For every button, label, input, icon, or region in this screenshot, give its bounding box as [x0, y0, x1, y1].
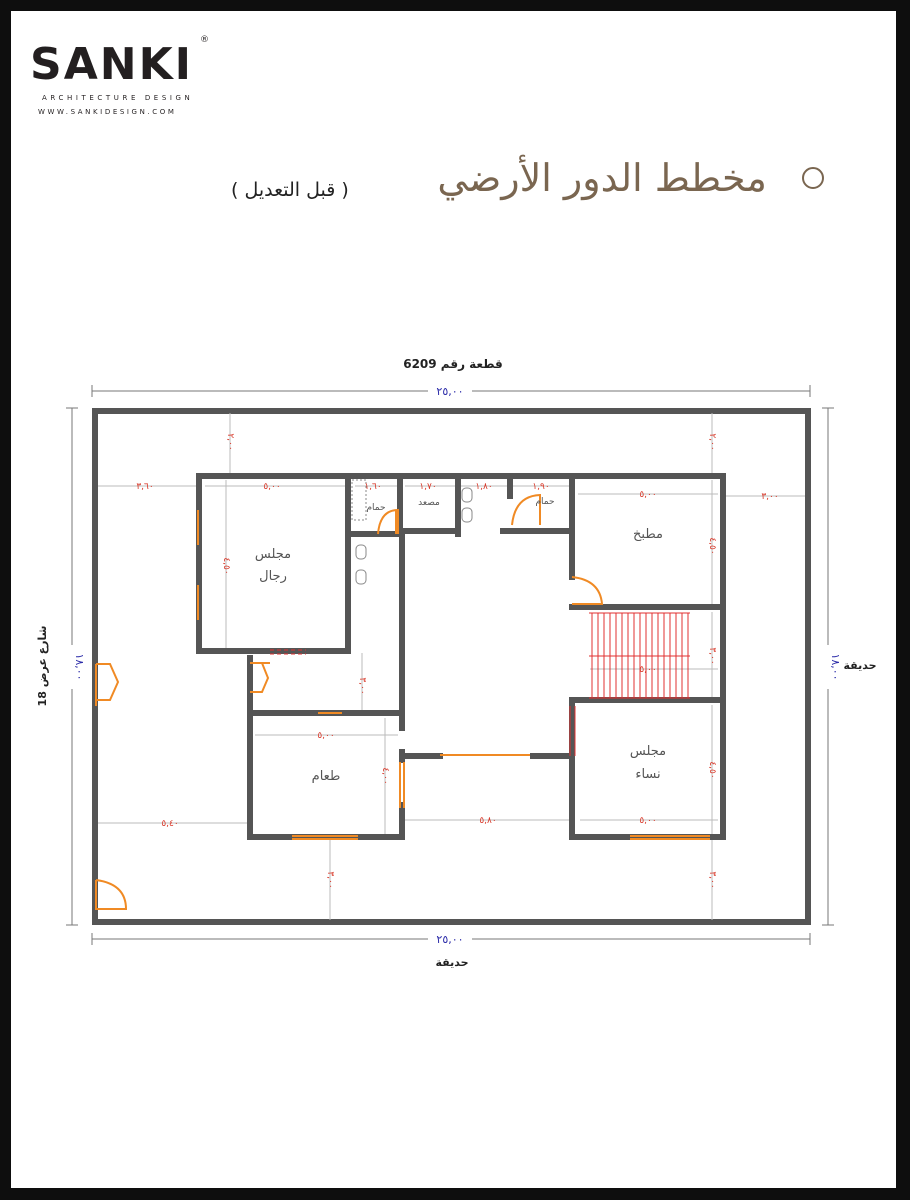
- registered-mark: ®: [200, 35, 209, 45]
- dim-dining-width: ٥,٠٠: [317, 731, 335, 741]
- bottom-side-label: حديقة: [435, 956, 469, 969]
- room-label-men-majlis-line2: رجال: [259, 569, 287, 584]
- dim-setback-left-bottom: ٥,٤٠: [161, 819, 179, 829]
- room-label-men-majlis-line1: مجلس: [254, 547, 292, 562]
- drawing-sheet: [11, 11, 896, 1188]
- dim-dining-height: ٤,٠٠: [380, 767, 390, 785]
- dim-setback-right: ٣,٠٠: [761, 492, 779, 502]
- overall-depth-right-label: ١٨,٠٠: [829, 653, 842, 681]
- dim-bath2-width: ١,٩٠: [532, 482, 550, 492]
- logo-wordmark: SANKI: [30, 39, 194, 90]
- overall-depth-dimension-right: [821, 408, 842, 925]
- overall-width-dimension-bottom: [92, 932, 810, 946]
- overall-width-bottom-label: ٢٥,٠٠: [436, 933, 464, 946]
- dim-setback-top-left: ٢,٠٠: [225, 433, 235, 451]
- room-label-elevator: مصعد: [418, 498, 440, 508]
- room-label-women-majlis-line1: مجلس: [629, 744, 667, 759]
- dimension-guides: [98, 413, 805, 920]
- room-label-bath-1: حمام: [366, 503, 386, 513]
- logo-website: WWW.SANKIDESIGN.COM: [38, 108, 177, 116]
- dim-kitchen-width: ٥,٠٠: [639, 490, 657, 500]
- room-label-kitchen: مطبخ: [633, 527, 663, 542]
- room-label-dining: طعام: [311, 769, 341, 784]
- dim-stair-height: ٣,٠٠: [707, 647, 717, 665]
- overall-depth-dimension-left: [65, 408, 86, 925]
- dim-kitchen-height: ٤,٥٠: [707, 537, 717, 555]
- overall-depth-left-label: ١٨,٠٠: [73, 653, 86, 681]
- room-label-women-majlis-line2: نساء: [635, 767, 661, 782]
- plot-label: قطعة رقم 6209: [403, 357, 503, 371]
- dim-stair-width: ٥,٠٠: [639, 665, 657, 675]
- dim-setback-left-top: ٣,٦٠: [136, 482, 154, 492]
- dim-hall-top: ١,٨٠: [475, 482, 493, 492]
- room-label-bath-2: حمام: [535, 497, 555, 507]
- dim-elevator-width: ١,٧٠: [419, 482, 437, 492]
- dim-setback-bottom-left: ٣,٠٠: [325, 871, 335, 889]
- dim-corridor-height: ٣,٠٠: [357, 677, 367, 695]
- left-side-label: شارع عرض 18: [36, 625, 49, 707]
- overall-width-top-label: ٢٥,٠٠: [436, 385, 464, 398]
- overall-width-dimension-top: [92, 384, 810, 398]
- dim-setback-top-right: ٢,٠٠: [707, 433, 717, 451]
- title-subtitle: ( قبل التعديل ): [231, 179, 349, 201]
- dim-women-width: ٥,٠٠: [639, 816, 657, 826]
- dim-hall-width: ٥,٨٠: [479, 816, 497, 826]
- dim-women-height: ٤,٥٠: [707, 761, 717, 779]
- dim-bath1-width: ١,٦٠: [364, 482, 382, 492]
- title-main: مخطط الدور الأرضي: [437, 156, 767, 200]
- dim-men-width: ٥,٠٠: [263, 482, 281, 492]
- dim-setback-bottom-right: ٣,٠٠: [707, 871, 717, 889]
- logo-tagline: ARCHITECTURE DESIGN: [42, 94, 194, 102]
- floor-plan: [11, 11, 896, 1188]
- right-side-label: حديقة: [843, 659, 877, 672]
- dim-men-height: ٤,٥٠: [221, 557, 231, 575]
- staircase: [570, 613, 690, 756]
